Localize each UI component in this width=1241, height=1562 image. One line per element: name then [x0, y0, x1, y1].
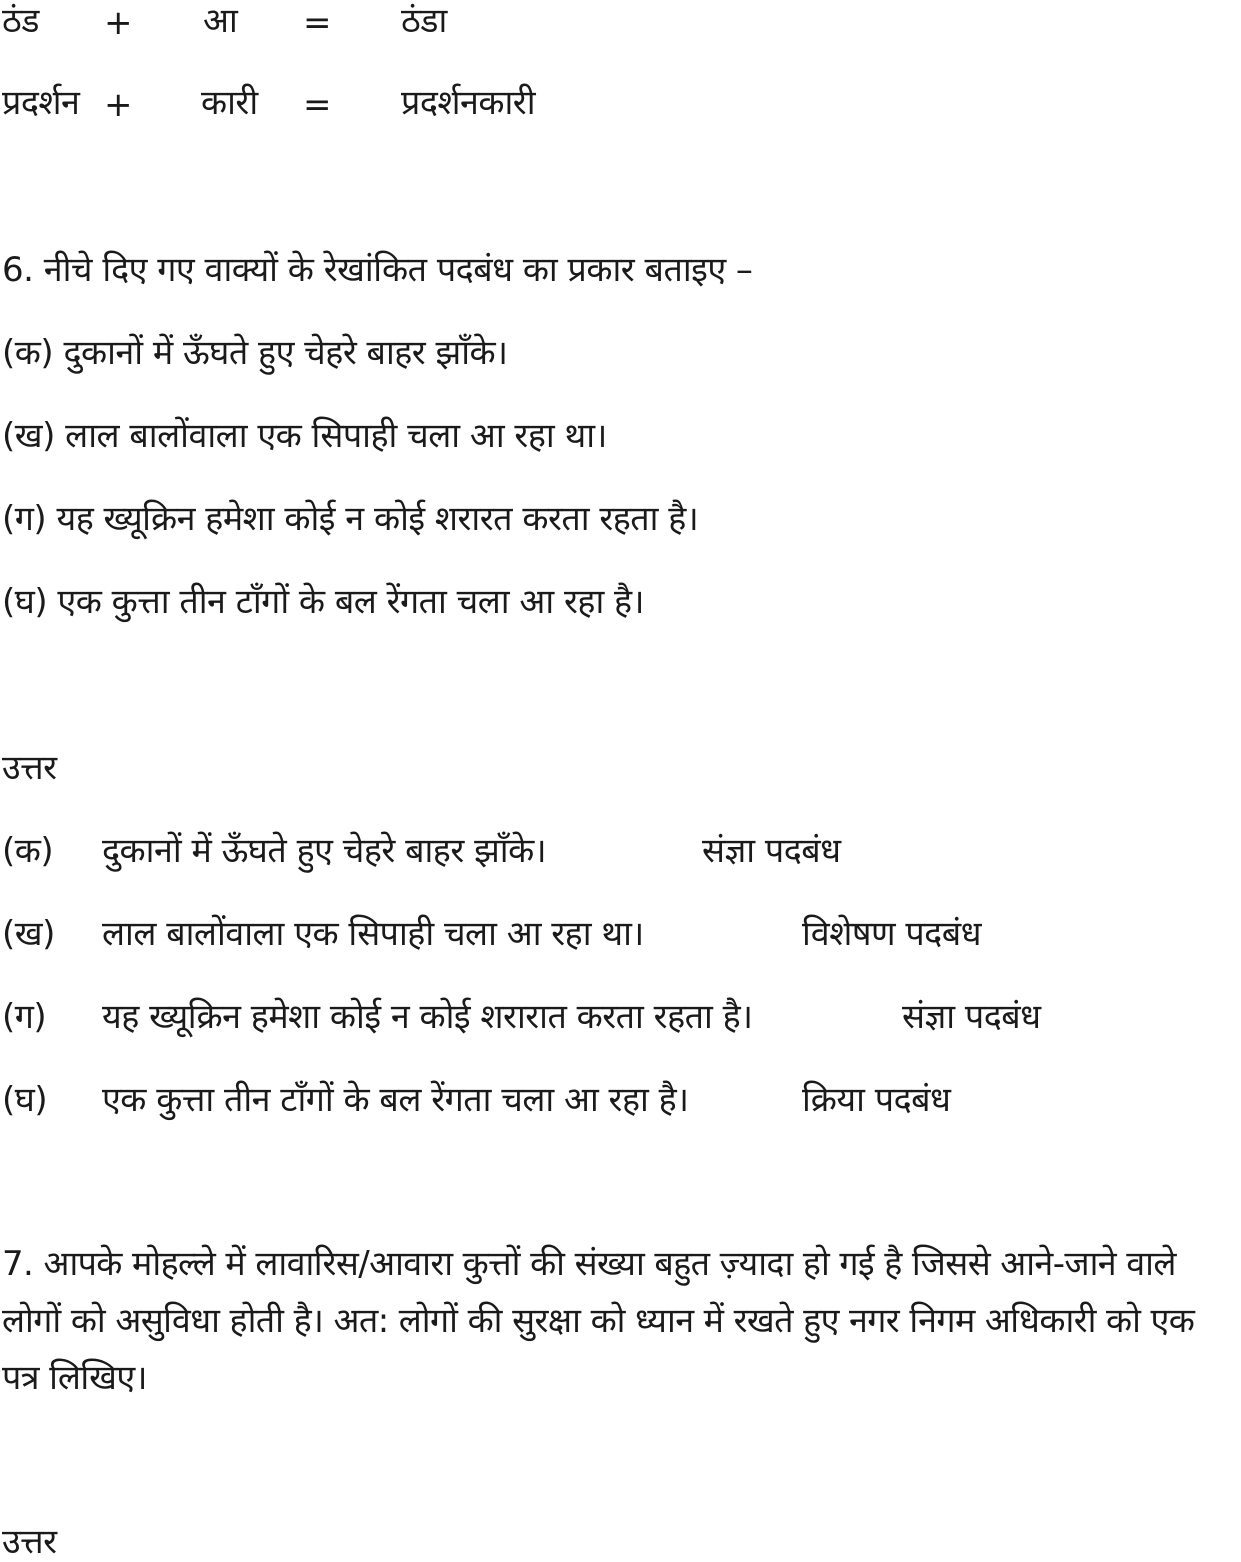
result-word: प्रदर्शनकारी: [401, 83, 536, 123]
answer-heading: उत्तर: [2, 748, 57, 788]
plus-sign: +: [104, 3, 132, 43]
answer-type: संज्ञा पदबंध: [702, 831, 841, 871]
answer-label: (घ): [2, 1080, 48, 1120]
answer-sentence: लाल बालोंवाला एक सिपाही चला आ रहा था।: [102, 914, 644, 954]
answer-type: विशेषण पदबंध: [802, 914, 982, 954]
q6-sentence: (घ) एक कुत्ता तीन टाँगों के बल रेंगता चला आ रहा है।: [2, 582, 644, 622]
q6-sentence: (ग) यह ख्यूक्रिन हमेशा कोई न कोई शरारत करता रहता है।: [2, 499, 699, 539]
answer-type: क्रिया पदबंध: [802, 1080, 951, 1120]
answer-heading: उत्तर: [2, 1522, 57, 1562]
suffix: आ: [203, 1, 238, 41]
q6-sentence: (क) दुकानों में ऊँघते हुए चेहरे बाहर झाँके।: [2, 333, 508, 373]
answer-sentence: एक कुत्ता तीन टाँगों के बल रेंगता चला आ रहा है।: [102, 1080, 689, 1120]
answer-sentence: दुकानों में ऊँघते हुए चेहरे बाहर झाँके।: [102, 831, 547, 871]
q6-sentence: (ख) लाल बालोंवाला एक सिपाही चला आ रहा था।: [2, 416, 607, 456]
answer-type: संज्ञा पदबंध: [902, 997, 1041, 1037]
equals-sign: =: [303, 3, 331, 43]
result-word: ठंडा: [401, 1, 447, 41]
answer-label: (क): [2, 831, 54, 871]
equals-sign: =: [303, 85, 331, 125]
suffix: कारी: [201, 83, 258, 123]
question-6: 6. नीचे दिए गए वाक्यों के रेखांकित पदबंध का प्रकार बताइए –: [2, 250, 753, 290]
answer-label: (ख): [2, 914, 55, 954]
answer-label: (ग): [2, 997, 47, 1037]
base-word: प्रदर्शन: [2, 83, 80, 123]
question-7: 7. आपके मोहल्ले में लावारिस/आवारा कुत्तों की संख्या बहुत ज़्यादा हो गई है जिससे आने-जाने वाले लोगों को असुविधा होती है। अत: लोगों की सुरक्षा को ध्यान में रखते हुए नगर निगम अधिकारी को एक पत्र लिखिए।: [2, 1244, 1195, 1398]
answer-sentence: यह ख्यूक्रिन हमेशा कोई न कोई शरारात करता रहता है।: [102, 997, 753, 1037]
base-word: ठंड: [2, 1, 39, 41]
plus-sign: +: [104, 85, 132, 125]
